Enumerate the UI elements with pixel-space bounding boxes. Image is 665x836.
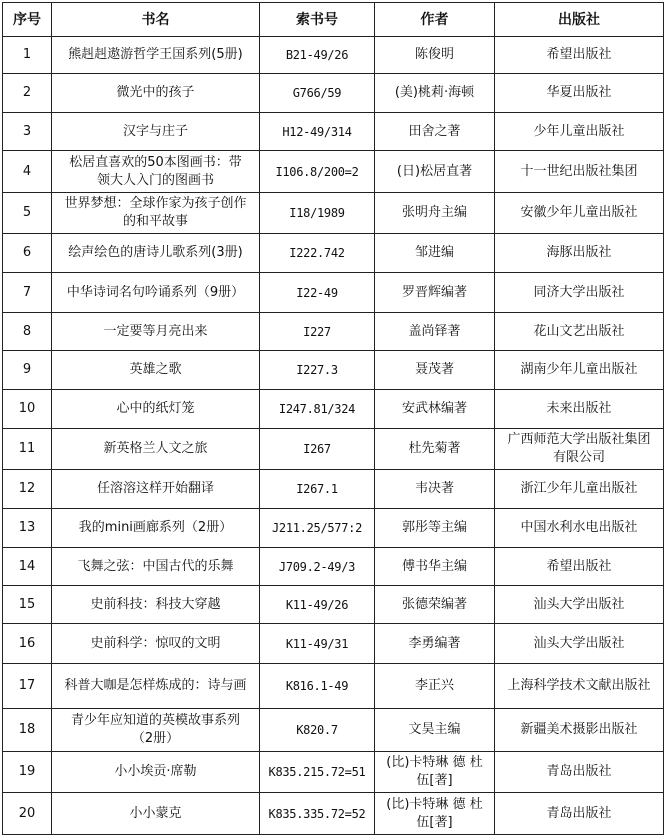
header-publisher: 出版社 (495, 3, 664, 37)
cell-author: 李勇编著 (375, 624, 495, 664)
table-row (3, 313, 664, 351)
cell-publisher: 未来出版社 (495, 390, 664, 429)
cell-author: 田舍之著 (375, 113, 495, 151)
cell-title: 小小蒙克 (52, 793, 260, 835)
cell-publisher: 汕头大学出版社 (495, 624, 664, 664)
cell-no: 3 (3, 113, 52, 151)
cell-publisher: 浙江少年儿童出版社 (495, 470, 664, 509)
cell-title: 中华诗词名句吟诵系列（9册） (52, 273, 260, 313)
cell-title: 熊赳赳遨游哲学王国系列(5册) (52, 37, 260, 74)
cell-call-number: K820.7 (260, 709, 375, 752)
cell-call-number: K816.1-49 (260, 664, 375, 709)
cell-publisher: 华夏出版社 (495, 74, 664, 113)
table-row (3, 74, 664, 113)
cell-title: 任溶溶这样开始翻译 (52, 470, 260, 509)
table-row (3, 151, 664, 193)
cell-publisher: 希望出版社 (495, 548, 664, 586)
cell-call-number: I18/1989 (260, 193, 375, 234)
cell-publisher: 青岛出版社 (495, 793, 664, 835)
cell-author: (日)松居直著 (375, 151, 495, 193)
cell-no: 10 (3, 390, 52, 429)
cell-author: (比)卡特琳 德 杜 伍[著] (375, 793, 495, 835)
cell-author: 郭彤等主编 (375, 509, 495, 548)
cell-title: 微光中的孩子 (52, 74, 260, 113)
cell-call-number: I222.742 (260, 234, 375, 273)
table-row (3, 429, 664, 470)
cell-publisher: 安徽少年儿童出版社 (495, 193, 664, 234)
cell-call-number: I267.1 (260, 470, 375, 509)
cell-author: 张明舟主编 (375, 193, 495, 234)
cell-call-number: J211.25/577:2 (260, 509, 375, 548)
table-row (3, 37, 664, 74)
cell-no: 14 (3, 548, 52, 586)
header-no: 序号 (3, 3, 52, 37)
cell-publisher: 湖南少年儿童出版社 (495, 351, 664, 390)
cell-call-number: H12-49/314 (260, 113, 375, 151)
cell-no: 11 (3, 429, 52, 470)
table-row (3, 752, 664, 793)
table-row (3, 351, 664, 390)
table-row (3, 709, 664, 752)
cell-call-number: I227.3 (260, 351, 375, 390)
cell-publisher: 上海科学技术文献出版社 (495, 664, 664, 709)
cell-title: 松居直喜欢的50本图画书：带 领大人入门的图画书 (52, 151, 260, 193)
cell-call-number: I227 (260, 313, 375, 351)
cell-author: 聂茂著 (375, 351, 495, 390)
cell-no: 9 (3, 351, 52, 390)
cell-author: 傅书华主编 (375, 548, 495, 586)
cell-call-number: K835.215.72=51 (260, 752, 375, 793)
cell-no: 12 (3, 470, 52, 509)
table-row (3, 586, 664, 624)
cell-title: 心中的纸灯笼 (52, 390, 260, 429)
table-row (3, 509, 664, 548)
cell-title: 绘声绘色的唐诗儿歌系列(3册) (52, 234, 260, 273)
cell-call-number: K11-49/31 (260, 624, 375, 664)
cell-call-number: K11-49/26 (260, 586, 375, 624)
cell-call-number: I267 (260, 429, 375, 470)
cell-title: 飞舞之弦：中国古代的乐舞 (52, 548, 260, 586)
header-title: 书名 (52, 3, 260, 37)
table-row (3, 664, 664, 709)
cell-publisher: 广西师范大学出版社集团 有限公司 (495, 429, 664, 470)
table-row (3, 234, 664, 273)
table-row (3, 624, 664, 664)
cell-no: 2 (3, 74, 52, 113)
table-row (3, 390, 664, 429)
cell-title: 史前科技：科技大穿越 (52, 586, 260, 624)
cell-call-number: I22-49 (260, 273, 375, 313)
cell-title: 科普大咖是怎样炼成的：诗与画 (52, 664, 260, 709)
cell-author: 文昊主编 (375, 709, 495, 752)
cell-no: 17 (3, 664, 52, 709)
cell-publisher: 同济大学出版社 (495, 273, 664, 313)
cell-call-number: K835.335.72=52 (260, 793, 375, 835)
cell-author: (比)卡特琳 德 杜 伍[著] (375, 752, 495, 793)
cell-title: 英雄之歌 (52, 351, 260, 390)
cell-title: 小小埃贡·席勒 (52, 752, 260, 793)
cell-title: 新英格兰人文之旅 (52, 429, 260, 470)
cell-publisher: 海豚出版社 (495, 234, 664, 273)
cell-author: 罗晋辉编著 (375, 273, 495, 313)
table-row (3, 470, 664, 509)
cell-call-number: I106.8/200=2 (260, 151, 375, 193)
book-list-table (2, 2, 664, 835)
cell-no: 8 (3, 313, 52, 351)
cell-call-number: B21-49/26 (260, 37, 375, 74)
cell-no: 1 (3, 37, 52, 74)
cell-author: 李正兴 (375, 664, 495, 709)
cell-author: 杜先菊著 (375, 429, 495, 470)
table-row (3, 193, 664, 234)
cell-publisher: 中国水利水电出版社 (495, 509, 664, 548)
header-author: 作者 (375, 3, 495, 37)
table-row (3, 273, 664, 313)
cell-title: 史前科学：惊叹的文明 (52, 624, 260, 664)
cell-author: 邹进编 (375, 234, 495, 273)
cell-title: 汉字与庄子 (52, 113, 260, 151)
cell-author: 陈俊明 (375, 37, 495, 74)
cell-title: 世界梦想：全球作家为孩子创作 的和平故事 (52, 193, 260, 234)
cell-no: 7 (3, 273, 52, 313)
table-row (3, 113, 664, 151)
cell-publisher: 花山文艺出版社 (495, 313, 664, 351)
cell-no: 6 (3, 234, 52, 273)
cell-publisher: 少年儿童出版社 (495, 113, 664, 151)
cell-no: 4 (3, 151, 52, 193)
cell-call-number: I247.81/324 (260, 390, 375, 429)
cell-author: 安武林编著 (375, 390, 495, 429)
cell-publisher: 汕头大学出版社 (495, 586, 664, 624)
cell-no: 18 (3, 709, 52, 752)
cell-publisher: 希望出版社 (495, 37, 664, 74)
cell-author: 张德荣编著 (375, 586, 495, 624)
cell-author: (美)桃莉·海顿 (375, 74, 495, 113)
cell-no: 5 (3, 193, 52, 234)
cell-no: 13 (3, 509, 52, 548)
cell-title: 一定要等月亮出来 (52, 313, 260, 351)
header-call-number: 索书号 (260, 3, 375, 37)
cell-no: 15 (3, 586, 52, 624)
header-row (3, 3, 664, 37)
cell-publisher: 青岛出版社 (495, 752, 664, 793)
cell-publisher: 十一世纪出版社集团 (495, 151, 664, 193)
cell-call-number: G766/59 (260, 74, 375, 113)
cell-author: 韦决著 (375, 470, 495, 509)
table-row (3, 793, 664, 835)
cell-call-number: J709.2-49/3 (260, 548, 375, 586)
cell-no: 16 (3, 624, 52, 664)
cell-title: 青少年应知道的英模故事系列 （2册） (52, 709, 260, 752)
cell-author: 盖尚铎著 (375, 313, 495, 351)
cell-publisher: 新疆美术摄影出版社 (495, 709, 664, 752)
table-row (3, 548, 664, 586)
cell-title: 我的mini画廊系列（2册） (52, 509, 260, 548)
cell-no: 20 (3, 793, 52, 835)
cell-no: 19 (3, 752, 52, 793)
